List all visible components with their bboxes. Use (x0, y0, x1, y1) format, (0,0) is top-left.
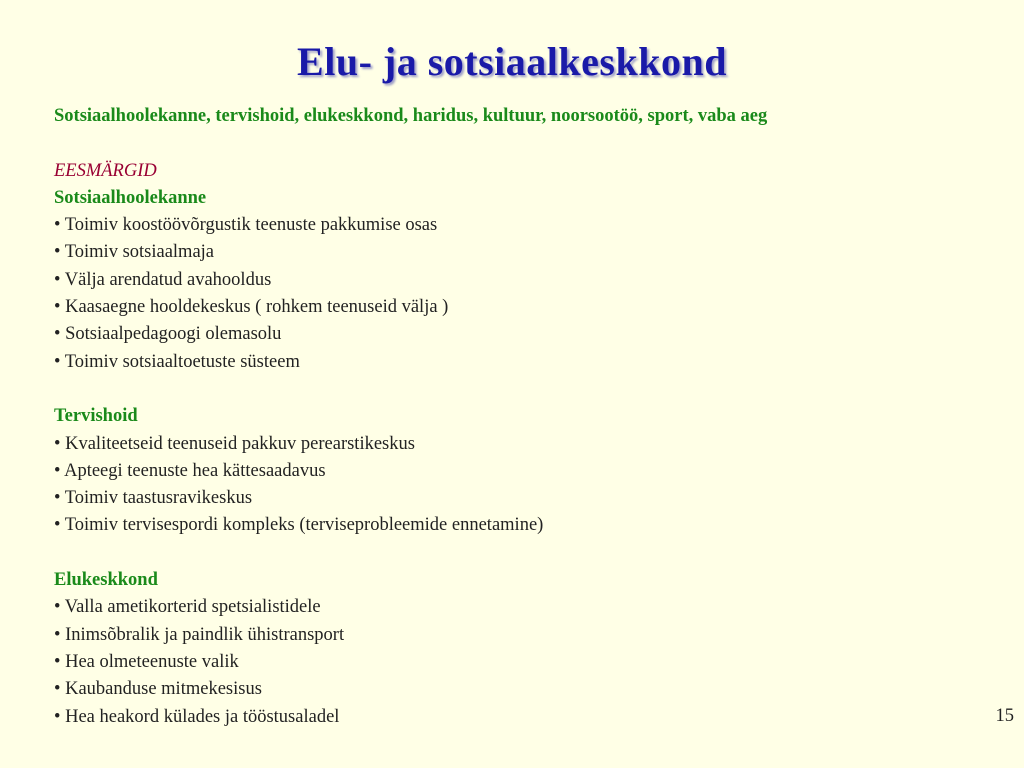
section-heading-tervishoid: Tervishoid (54, 406, 138, 427)
goals-label: EESMÄRGID (54, 160, 157, 181)
spacer (54, 540, 974, 567)
spacer (54, 130, 974, 157)
list-item: • Toimiv tervisespordi kompleks (terviseprobleemide ennetamine) (54, 515, 544, 536)
slide-content (54, 103, 974, 731)
list-item: • Kaasaegne hooldekeskus ( rohkem teenuseid välja ) (54, 297, 449, 318)
list-item: • Kvaliteetseid teenuseid pakkuv perearstikeskus (54, 433, 415, 454)
list-item: • Toimiv sotsiaalmaja (54, 242, 215, 263)
slide-subtitle: Sotsiaalhoolekanne, tervishoid, elukeskkond, haridus, kultuur, noorsootöö, sport, vaba aeg (54, 106, 768, 126)
list-item: • Apteegi teenuste hea kättesaadavus (54, 460, 326, 481)
list-item: • Kaubanduse mitmekesisus (54, 679, 262, 700)
spacer (54, 376, 974, 403)
list-item: • Valla ametikorterid spetsialistidele (54, 597, 321, 618)
list-item: • Hea olmeteenuste valik (54, 651, 239, 672)
list-item: • Sotsiaalpedagoogi olemasolu (54, 324, 282, 345)
section-heading-sotsiaalhoolekanne: Sotsiaalhoolekanne (54, 187, 207, 208)
slide-title: Elu- ja sotsiaalkeskkond (297, 39, 727, 84)
list-item: • Hea heakord külades ja tööstusaladel (54, 706, 340, 727)
list-item: • Toimiv sotsiaaltoetuste süsteem (54, 351, 300, 372)
list-item: • Inimsõbralik ja paindlik ühistransport (54, 624, 345, 645)
list-item: • Toimiv koostöövõrgustik teenuste pakkumise osas (54, 215, 438, 236)
list-item: • Välja arendatud avahooldus (54, 269, 272, 290)
page-number: 15 (995, 706, 1014, 726)
list-item: • Toimiv taastusravikeskus (54, 488, 253, 509)
section-heading-elukeskkond: Elukeskkond (54, 570, 158, 591)
